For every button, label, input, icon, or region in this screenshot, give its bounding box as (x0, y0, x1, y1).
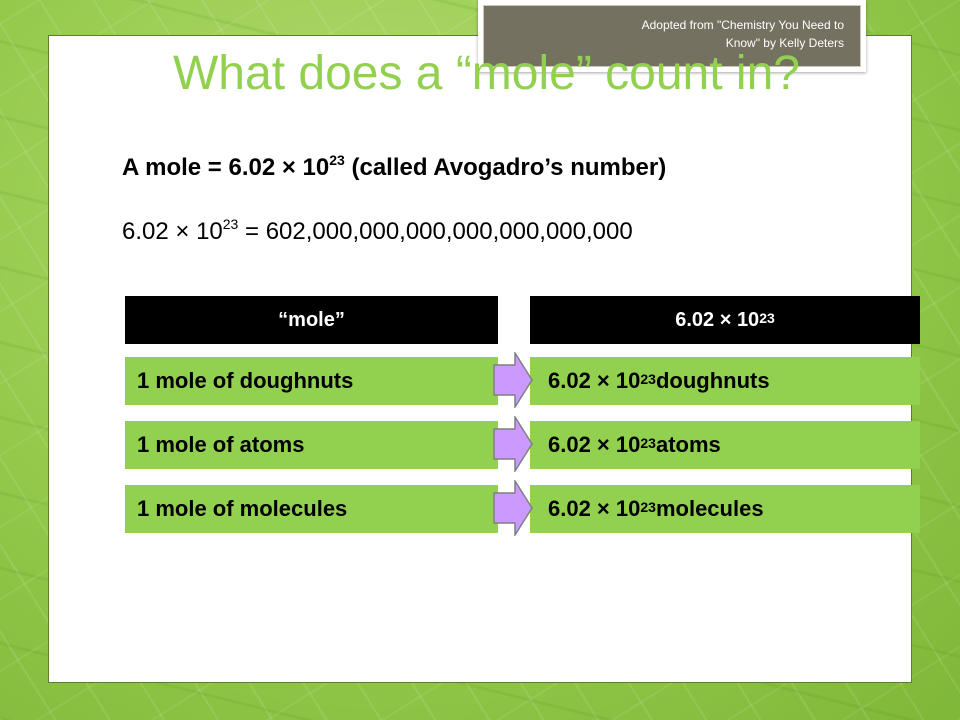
header-mole (125, 296, 498, 344)
row-left-molecules (125, 485, 498, 533)
row-left-doughnuts (125, 357, 498, 405)
definition-suffix: (called Avogadro’s number) (344, 154, 667, 181)
definition-line (122, 154, 666, 182)
row-left-atoms (125, 421, 498, 469)
right-arrow-icon (493, 480, 533, 536)
definition-prefix: A mole = 6.02 × 10 (122, 154, 330, 181)
row-right-exponent: 23 (640, 499, 656, 515)
row-right-prefix: 6.02 × 10 (548, 432, 641, 457)
slide-title: What does a “mole” count in? (173, 47, 800, 100)
row-right-suffix: atoms (655, 432, 721, 457)
row-right-suffix: doughnuts (655, 368, 770, 393)
row-left-label: 1 mole of atoms (137, 432, 305, 457)
row-right-suffix: molecules (655, 496, 764, 521)
row-right-prefix: 6.02 × 10 (548, 368, 641, 393)
header-mole-label: “mole” (278, 308, 345, 331)
header-avogadro (530, 296, 920, 344)
row-right-doughnuts (530, 357, 920, 405)
expansion-line (122, 218, 633, 246)
expansion-suffix: = 602,000,000,000,000,000,000,000 (238, 218, 633, 245)
header-avogadro-prefix: 6.02 × 10 (675, 308, 760, 331)
row-right-exponent: 23 (640, 435, 656, 451)
definition-exponent: 23 (329, 152, 345, 168)
row-right-atoms (530, 421, 920, 469)
row-right-exponent: 23 (640, 371, 656, 387)
header-avogadro-exponent: 23 (759, 310, 775, 326)
right-arrow-icon (493, 416, 533, 472)
expansion-prefix: 6.02 × 10 (122, 218, 223, 245)
row-right-molecules (530, 485, 920, 533)
expansion-exponent: 23 (222, 216, 239, 232)
row-right-prefix: 6.02 × 10 (548, 496, 641, 521)
right-arrow-icon (493, 352, 533, 408)
row-left-label: 1 mole of molecules (137, 496, 348, 521)
row-left-label: 1 mole of doughnuts (137, 368, 354, 393)
source-note: Adopted from "Chemistry You Need to Know" by Kelly Deters (483, 5, 861, 67)
